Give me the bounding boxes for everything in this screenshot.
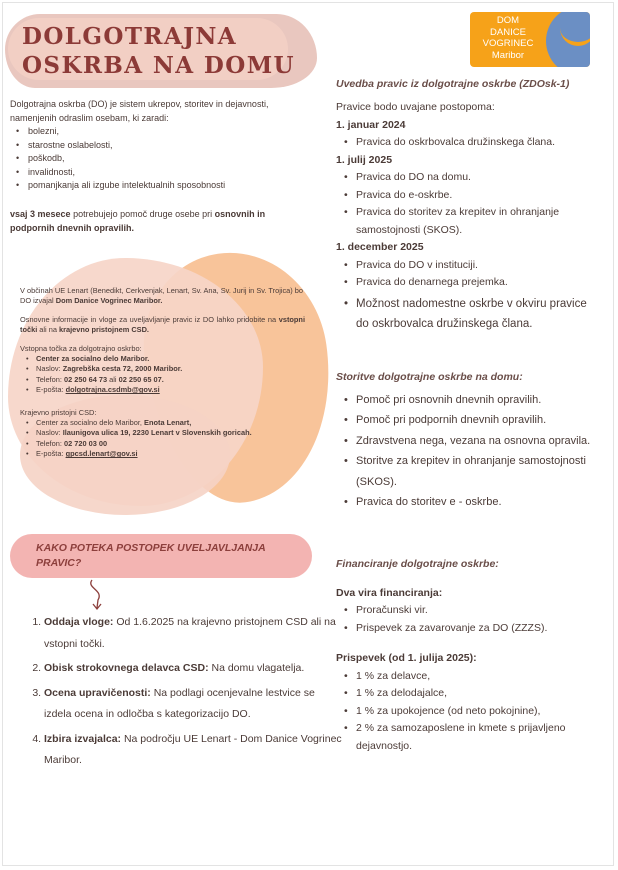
rights-list-july-2025 (336, 169, 600, 239)
label: E-pošta: (36, 449, 66, 459)
label: Telefon: (36, 438, 64, 448)
list-item (36, 439, 305, 449)
info-text: Osnovne informacije in vloge za uveljavljanje pravic iz DO lahko pridobite na (20, 314, 279, 324)
step-title: Izbira izvajalca: (44, 732, 122, 745)
list-item: • starostne oslabelosti, (28, 139, 310, 153)
list-item: • Pravica do DO na domu. (356, 169, 600, 187)
list-item (36, 364, 305, 374)
process-step (44, 683, 344, 726)
financing-section (336, 556, 600, 755)
date-july-2025: 1. julij 2025 (336, 153, 393, 166)
info-local-csd: krajevno pristojnem CSD. (59, 325, 149, 335)
intro-text: Dolgotrajna oskrba (DO) je sistem ukrepov, storitev in dejavnosti, namenjenih odraslim osebam, ki zaradi: (10, 99, 269, 123)
curved-arrow-icon (84, 578, 114, 612)
date-december-2025: 1. december 2025 (336, 241, 424, 253)
info-entry-point: vstopni točki (20, 314, 305, 335)
logo-text (470, 15, 546, 61)
contribution-list (336, 668, 600, 756)
local-csd-email-link[interactable]: gpcsd.lenart@gov.si (65, 449, 138, 459)
local-csd-phone[interactable]: 02 720 03 00 (63, 438, 108, 448)
list-item: • Pravica do e-oskrbe. (356, 187, 600, 205)
step-title: Oddaja vloge: (44, 616, 114, 628)
info-provider: Dom Danice Vogrinec Maribor. (55, 296, 163, 306)
list-item: • pomanjkanja ali izgube intelektualnih sposobnosti (28, 179, 310, 193)
list-item: • Pravica do denarnega prejemka. (356, 274, 600, 292)
contribution-title: Prispevek (od 1. julija 2025): (336, 652, 477, 664)
title-line-1: DOLGOTRAJNA (22, 23, 238, 50)
label: Naslov: (36, 428, 63, 438)
logo-text-line: DANICE (490, 26, 526, 38)
services-heading: Storitve dolgotrajne oskrbe na domu: (336, 371, 523, 383)
list-item: • Proračunski vir. (356, 602, 600, 620)
local-csd-unit: Enota Lenart, (144, 418, 192, 428)
list-item: • Možnost nadomestne oskrbe v okviru pravice do oskrbovalca družinskega člana. (356, 294, 600, 334)
list-item: • 2 % za samozaposlene in kmete s prijavljeno dejavnostjo. (356, 720, 600, 755)
entry-point-email-link[interactable]: dolgotrajna.csdmb@gov.si (65, 385, 160, 395)
list-item: • invalidnosti, (28, 166, 310, 180)
label: Center za socialno delo Maribor, (36, 418, 145, 428)
label: Naslov: (36, 364, 63, 374)
contact-info (20, 286, 305, 460)
step-title: Obisk strokovnega delavca CSD: (44, 662, 209, 674)
list-item: • Zdravstvena nega, vezana na osnovna opravila. (356, 431, 600, 452)
info-paragraph-2 (20, 315, 305, 336)
step-text: Od 1.6.2025 na krajevno pristojnem CSD ali na vstopni točki. (44, 616, 336, 650)
list-item: • Pomoč pri podpornih dnevnih opravilih. (356, 410, 600, 431)
list-item: • Prispevek za zavarovanje za DO (ZZZS). (356, 620, 600, 638)
list-item: • Storitve za krepitev in ohranjanje samostojnosti (SKOS). (356, 451, 600, 492)
step-text: Na podlagi ocenjevalne lestvice se izdela ocena in odločba s kategorizacijo DO. (44, 686, 315, 720)
list-item (36, 375, 305, 385)
label: Telefon: (36, 374, 64, 384)
intro-section (10, 98, 310, 193)
services-section (336, 367, 600, 513)
process-heading: KAKO POTEKA POSTOPEK UVELJAVLJANJA PRAVIC? (36, 542, 266, 569)
list-item (36, 428, 305, 438)
entry-point-heading: Vstopna točka za dolgotrajno oskrbo: (20, 343, 142, 353)
list-item: • 1 % za upokojence (od neto pokojnine), (356, 703, 600, 721)
entry-point-center: Center za socialno delo Maribor. (36, 354, 150, 364)
list-item (36, 449, 305, 459)
rights-list-2024 (336, 134, 600, 152)
process-step (44, 658, 344, 680)
logo-text-line: DOM (496, 15, 520, 26)
local-csd-address: Ilaunigova ulica 19, 2230 Lenart v Slovenskih goricah. (62, 428, 252, 438)
info-paragraph-1 (20, 286, 305, 307)
step-text: Na domu vlagatelja. (208, 662, 305, 674)
list-item: • Pravica do storitev za krepitev in ohranjanje samostojnosti (SKOS). (356, 204, 600, 239)
date-january-2024: 1. januar 2024 (336, 118, 406, 131)
logo-text-line: VOGRINEC (482, 38, 534, 49)
need-duration: vsaj 3 mesece (10, 209, 71, 219)
financing-sources-title: Dva vira financiranja: (336, 586, 443, 599)
list-item: • Pravica do DO v instituciji. (356, 257, 600, 275)
list-item: • poškodb, (28, 152, 310, 166)
list-item: • 1 % za delodajalce, (356, 685, 600, 703)
entry-point-address: Zagrebška cesta 72, 2000 Maribor. (62, 364, 183, 374)
title-line-2: OSKRBA NA DOMU (22, 52, 296, 79)
logo-text-line: Maribor (491, 49, 525, 61)
list-item: • 1 % za delavce, (356, 668, 600, 686)
services-list (336, 390, 600, 513)
entry-point-phone-2[interactable]: 02 250 65 07. (118, 374, 164, 384)
financing-heading: Financiranje dolgotrajne oskrbe: (336, 558, 499, 570)
page-title (22, 22, 295, 80)
local-csd-heading: Krajevno pristojni CSD: (20, 407, 97, 417)
entry-point-list (20, 354, 305, 396)
list-item: • Pravica do storitev e - oskrbe. (356, 492, 600, 513)
list-item (36, 385, 305, 395)
list-item (36, 354, 305, 364)
dom-danice-logo (470, 12, 590, 67)
label: E-pošta: (36, 385, 66, 395)
rights-heading: Uvedba pravic iz dolgotrajne oskrbe (ZDOsk-1) (336, 78, 570, 90)
process-step (44, 729, 344, 772)
need-text: potrebujejo pomoč druge osebe pri (70, 209, 215, 219)
process-steps (30, 612, 344, 775)
rights-list-december-2025 (336, 257, 600, 334)
process-step (44, 612, 344, 655)
rights-intro: Pravice bodo uvajane postopoma: (336, 101, 495, 113)
label: ali (107, 374, 119, 384)
list-item: • bolezni, (28, 125, 310, 139)
step-title: Ocena upravičenosti: (44, 686, 151, 699)
step-text: Na področju UE Lenart - Dom Danice Vogrinec Maribor. (44, 732, 342, 766)
list-item: • Pravica do oskrbovalca družinskega člana. (356, 134, 600, 152)
local-csd-list (20, 418, 305, 460)
list-item (36, 418, 305, 428)
need-paragraph (10, 207, 310, 235)
financing-sources-list (336, 602, 600, 637)
info-text: ali na (37, 325, 60, 335)
reasons-list (10, 125, 310, 193)
entry-point-phone-1[interactable]: 02 250 64 73 (63, 374, 108, 384)
rights-introduction-section (336, 76, 600, 334)
list-item: • Pomoč pri osnovnih dnevnih opravilih. (356, 390, 600, 411)
info-text: V občinah UE Lenart (Benedikt, Cerkvenjak, Lenart, Sv. Ana, Sv. Jurij in Sv. Trojica) bo DO izvajal (20, 286, 304, 306)
need-activities: osnovnih in podpornih dnevnih opravilih. (10, 209, 266, 233)
